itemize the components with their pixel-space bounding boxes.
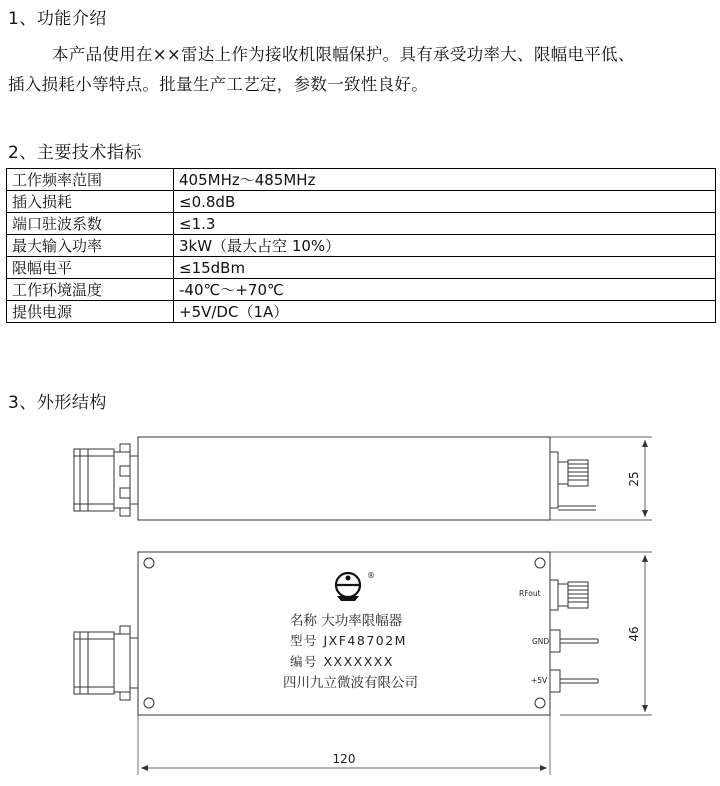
gnd-pin (550, 630, 598, 652)
spec-name: 工作频率范围 (7, 169, 174, 191)
paragraph-line-1: 本产品使用在××雷达上作为接收机限幅保护。具有承受功率大、限幅电平低、 (52, 45, 635, 64)
spec-value: 3kW（最大占空 10%） (174, 235, 716, 257)
paragraph-line-2: 插入损耗小等特点。批量生产工艺定，参数一致性良好。 (8, 75, 428, 94)
rfout-connector (550, 580, 588, 610)
label-company: 四川九立微波有限公司 (283, 675, 418, 691)
label-model: 型号 JXF48702M (290, 633, 407, 648)
port-label-5v: +5V (531, 676, 548, 685)
spec-name: 工作环境温度 (7, 279, 174, 301)
power-pin (550, 670, 598, 692)
section1-heading: 1、功能介绍 (8, 9, 107, 29)
port-label-rfout: RFout (519, 589, 541, 598)
spec-value: -40℃～+70℃ (174, 279, 716, 301)
dim-height-top: 46 (627, 626, 641, 642)
side-body (138, 437, 550, 520)
side-left-connector (74, 444, 138, 516)
spec-name: 插入损耗 (7, 191, 174, 213)
section3-heading: 3、外形结构 (8, 393, 107, 413)
label-serial: 编号 XXXXXXX (290, 654, 394, 669)
spec-value: ≤15dBm (174, 257, 716, 279)
port-label-gnd: GND (532, 637, 550, 646)
spec-name: 端口驻波系数 (7, 213, 174, 235)
spec-value: ≤0.8dB (174, 191, 716, 213)
spec-name: 限幅电平 (7, 257, 174, 279)
spec-value: 405MHz～485MHz (174, 169, 716, 191)
dim-length: 120 (332, 752, 356, 766)
section2-heading: 2、主要技术指标 (8, 143, 142, 163)
spec-value: +5V/DC（1A） (174, 301, 716, 323)
label-name: 名称 大功率限幅器 (290, 613, 403, 629)
side-right-connectors (550, 452, 596, 510)
spec-name: 最大输入功率 (7, 235, 174, 257)
dim-height-side: 25 (627, 471, 641, 487)
side-view (74, 437, 652, 520)
registered-mark: ® (367, 571, 375, 580)
spec-value: ≤1.3 (174, 213, 716, 235)
top-left-connector (74, 626, 138, 700)
spec-name: 提供电源 (7, 301, 174, 323)
